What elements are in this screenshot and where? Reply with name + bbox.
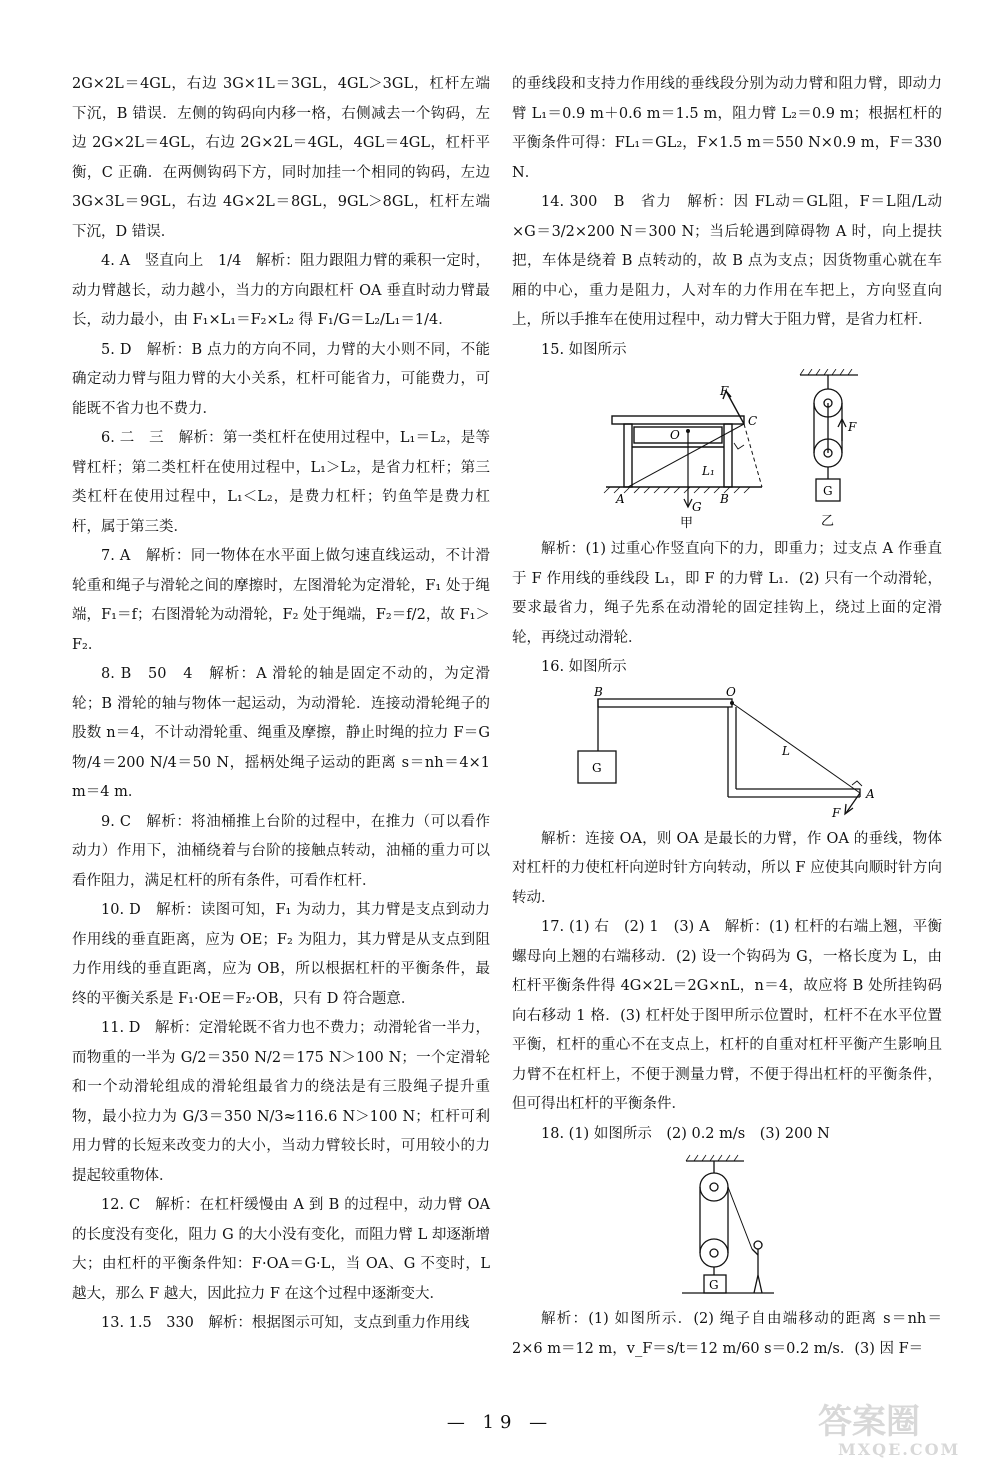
label-G: G: [692, 500, 702, 514]
table-top: [612, 416, 744, 424]
lever-arm-L1: [628, 424, 744, 487]
label-F: F: [832, 805, 841, 819]
figure-18-svg: [512, 1153, 942, 1299]
label-C: C: [748, 414, 758, 428]
analysis-15: 解析：(1) 过重心作竖直向下的力，即重力；过支点 A 作垂直于 F 作用线的垂线段 L₁，即 F 的力臂 L₁．(2) 只有一个动滑轮，要求最省力，绳子先系在动滑轮的固定挂钩上，绕过上面的定滑轮，再绕过动滑轮．: [512, 541, 942, 646]
label-G: G: [592, 760, 602, 775]
figure-15: [512, 369, 942, 529]
watermark-svg: [812, 1395, 982, 1461]
label-A: A: [616, 492, 625, 506]
label-B: B: [594, 686, 603, 699]
table-leg: [624, 424, 632, 487]
movable-pulley: [700, 1239, 728, 1267]
lever-horizontal: [598, 699, 732, 707]
figure-16: [512, 687, 942, 819]
free-rope: [728, 1187, 752, 1249]
label-L: L: [782, 743, 790, 758]
force-F-arrow: [726, 391, 744, 424]
force-F-arrow: [846, 793, 860, 813]
answer-16: 16. 如图所示: [541, 659, 627, 675]
label-F-pulley: F: [848, 420, 857, 434]
right-column: [512, 70, 942, 1364]
label-jia: 甲: [680, 516, 694, 529]
analysis-16: 解析：连接 OA，则 OA 是最长的力臂，作 OA 的垂线，物体对杠杆的力使杠杆向逆时针方向转动，所以 F 应使其向顺时针方向转动．: [512, 830, 942, 906]
answer-7: 7. A 解析：同一物体在水平面上做匀速直线运动，不计滑轮重和绳子与滑轮之间的摩擦时，左图滑轮为定滑轮，F₁ 处于绳端，F₁＝f；右图滑轮为动滑轮，F₂ 处于绳端，F₂＝f/2，故 F₁＞F₂．: [72, 548, 490, 653]
label-O: O: [726, 686, 736, 699]
label-yi: 乙: [821, 514, 835, 529]
answer-15: 15. 如图所示: [541, 341, 627, 358]
figure-15-svg: [512, 369, 942, 529]
paragraph: 2G×2L＝4GL，右边 3G×1L＝3GL，4GL＞3GL，杠杆左端下沉，B 错误．左侧的钩码向内移一格，右侧减去一个钩码，左边 2G×2L＝4GL，右边 2G×2L＝4GL，4GL＝4GL，杠杆平衡，C 正确．在两侧钩码下方，同时加挂一个相同的钩码，左边 3G×3L＝9GL，右边 4G×2L＝8GL，9GL＞8GL，杠杆左端下沉，D 错误．: [72, 76, 490, 240]
force-line-extension: [744, 424, 762, 487]
answer-4: 4. A 竖直向上 1/4 解析：阻力跟阻力臂的乘积一定时，动力臂越长，动力越小，当力的方向跟杠杆 OA 垂直时动力臂最长，动力最小，由 F₁×L₁＝F₂×L₂ 得 F₁/G＝L₂/L₁＝1/4．: [72, 253, 490, 328]
center-of-gravity: [686, 429, 690, 433]
label-O: O: [670, 428, 680, 442]
label-G: G: [709, 1278, 719, 1292]
answer-10: 10. D 解析：读图可知，F₁ 为动力，其力臂是支点到动力作用线的垂直距离，应为 OE；F₂ 为阻力，其力臂是从支点到阻力作用线的垂直距离，应为 OB，所以根据杠杆的平衡条件，最终的平衡关系是 F₁·OE＝F₂·OB，只有 D 符合题意．: [72, 902, 490, 1007]
figure-16-svg: [512, 687, 942, 819]
answer-11: 11. D 解析：定滑轮既不省力也不费力；动滑轮省一半力，而物重的一半为 G/2＝350 N/2＝175 N＞100 N；一个定滑轮和一个动滑轮组成的滑轮组最省力的绕法是有三股绳子提升重物，最小拉力为 G/3＝350 N/3≈116.6 N＞100 N；杠杆可利用力臂的长短来改变力的大小，当动力臂较长时，可用较小的力提起较重物体．: [72, 1020, 490, 1184]
label-B: B: [720, 492, 729, 506]
paragraph: 的垂线段和支持力作用线的垂线段分别为动力臂和阻力臂，即动力臂 L₁＝0.9 m＋0.6 m＝1.5 m，阻力臂 L₂＝0.9 m；根据杠杆的平衡条件可得：FL₁＝GL₂，F×1.5 m＝550 N×0.9 m，F＝330 N．: [512, 76, 942, 181]
right-angle-mark: [734, 443, 744, 449]
answer-12: 12. C 解析：在杠杆缓慢由 A 到 B 的过程中，动力臂 OA 的长度没有变化，阻力 G 的大小没有变化，而阻力臂 L 却逐渐增大；由杠杆的平衡条件知：F·OA＝G·L，当 OA、G 不变时，L 越大，那么 F 越大，因此拉力 F 在这个过程中逐渐变大．: [72, 1197, 490, 1302]
answer-8: 8. B 50 4 解析：A 滑轮的轴是固定不动的，为定滑轮；B 滑轮的轴与物体一起运动，为动滑轮．连接动滑轮绳子的股数 n＝4，不计动滑轮重、绳重及摩擦，静止时绳的拉力 F＝G物/4＝200 N/4＝50 N，摇柄处绳子运动的距离 s＝nh＝4×1 m＝4 m．: [72, 666, 490, 800]
answer-9: 9. C 解析：将油桶推上台阶的过程中，在推力（可以看作动力）作用下，油桶绕着与台阶的接触点转动，油桶的重力可以看作阻力，满足杠杆的所有条件，可看作杠杆．: [72, 813, 490, 889]
left-column: [72, 70, 490, 1339]
watermark-logo: [812, 1395, 982, 1461]
person-figure: [752, 1241, 762, 1293]
right-angle-mark: [852, 781, 862, 786]
watermark-line1: 答案圈: [818, 1402, 920, 1442]
label-A: A: [866, 786, 875, 801]
label-L1: L₁: [702, 464, 715, 478]
answer-5: 5. D 解析：B 点力的方向不同，力臂的大小则不同，不能确定动力臂与阻力臂的大小关系，杠杆可能省力，可能费力，可能既不省力也不费力．: [72, 341, 490, 417]
answer-6: 6. 二 三 解析：第一类杠杆在使用过程中，L₁＝L₂，是等臂杠杆；第二类杠杆在使用过程中，L₁＞L₂，是省力杠杆；第三类杠杆在使用过程中，L₁＜L₂，是费力杠杆；钓鱼竿是费力杠杆，属于第三类．: [72, 430, 490, 535]
arm-L: [732, 703, 860, 793]
answer-14: 14. 300 B 省力 解析：因 FL动＝GL阻，F＝L阻/L动×G＝3/2×200 N＝300 N；当后轮遇到障碍物 A 时，向上提扶把，车体是绕着 B 点转动的，故 B 点为支点；因货物重心就在车厢的中心，重力是阻力，人对车的力作用在车把上，方向竖直向上，所以手推车在使用过程中，动力臂大于阻力臂，是省力杠杆．: [512, 194, 942, 328]
analysis-18: 解析：(1) 如图所示．(2) 绳子自由端移动的距离 s＝nh＝2×6 m＝12 m，v_F＝s/t＝12 m/60 s＝0.2 m/s．(3) 因 F＝: [512, 1311, 942, 1357]
answer-13: 13. 1.5 330 解析：根据图示可知，支点到重力作用线: [101, 1315, 470, 1331]
answer-18: 18. (1) 如图所示 (2) 0.2 m/s (3) 200 N: [541, 1125, 830, 1142]
table-leg: [724, 424, 732, 487]
figure-18: [512, 1153, 942, 1299]
watermark-line2: MXQE.COM: [838, 1440, 961, 1459]
answer-17: 17. (1) 右 (2) 1 (3) A 解析：(1) 杠杆的右端上翘，平衡螺母向上翘的右端移动．(2) 设一个钩码为 G，一格长度为 L，由杠杆平衡条件得 4G×2L＝2G×nL，n＝4，故应将 B 处所挂钩码向右移动 1 格．(3) 杠杆处于图甲所示位置时，杠杆不在水平位置平衡，杠杆的重心不在支点上，杠杆的自重对杠杆平衡产生影响且力臂不在杠杆上，不便于测量力臂，不便于得出杠杆的平衡条件，但可得出杠杆的平衡条件．: [512, 919, 942, 1112]
label-F: F: [720, 384, 729, 398]
label-G-pulley: G: [823, 484, 833, 498]
fixed-pulley: [700, 1173, 728, 1201]
page-number: — 19 —: [446, 1412, 554, 1433]
